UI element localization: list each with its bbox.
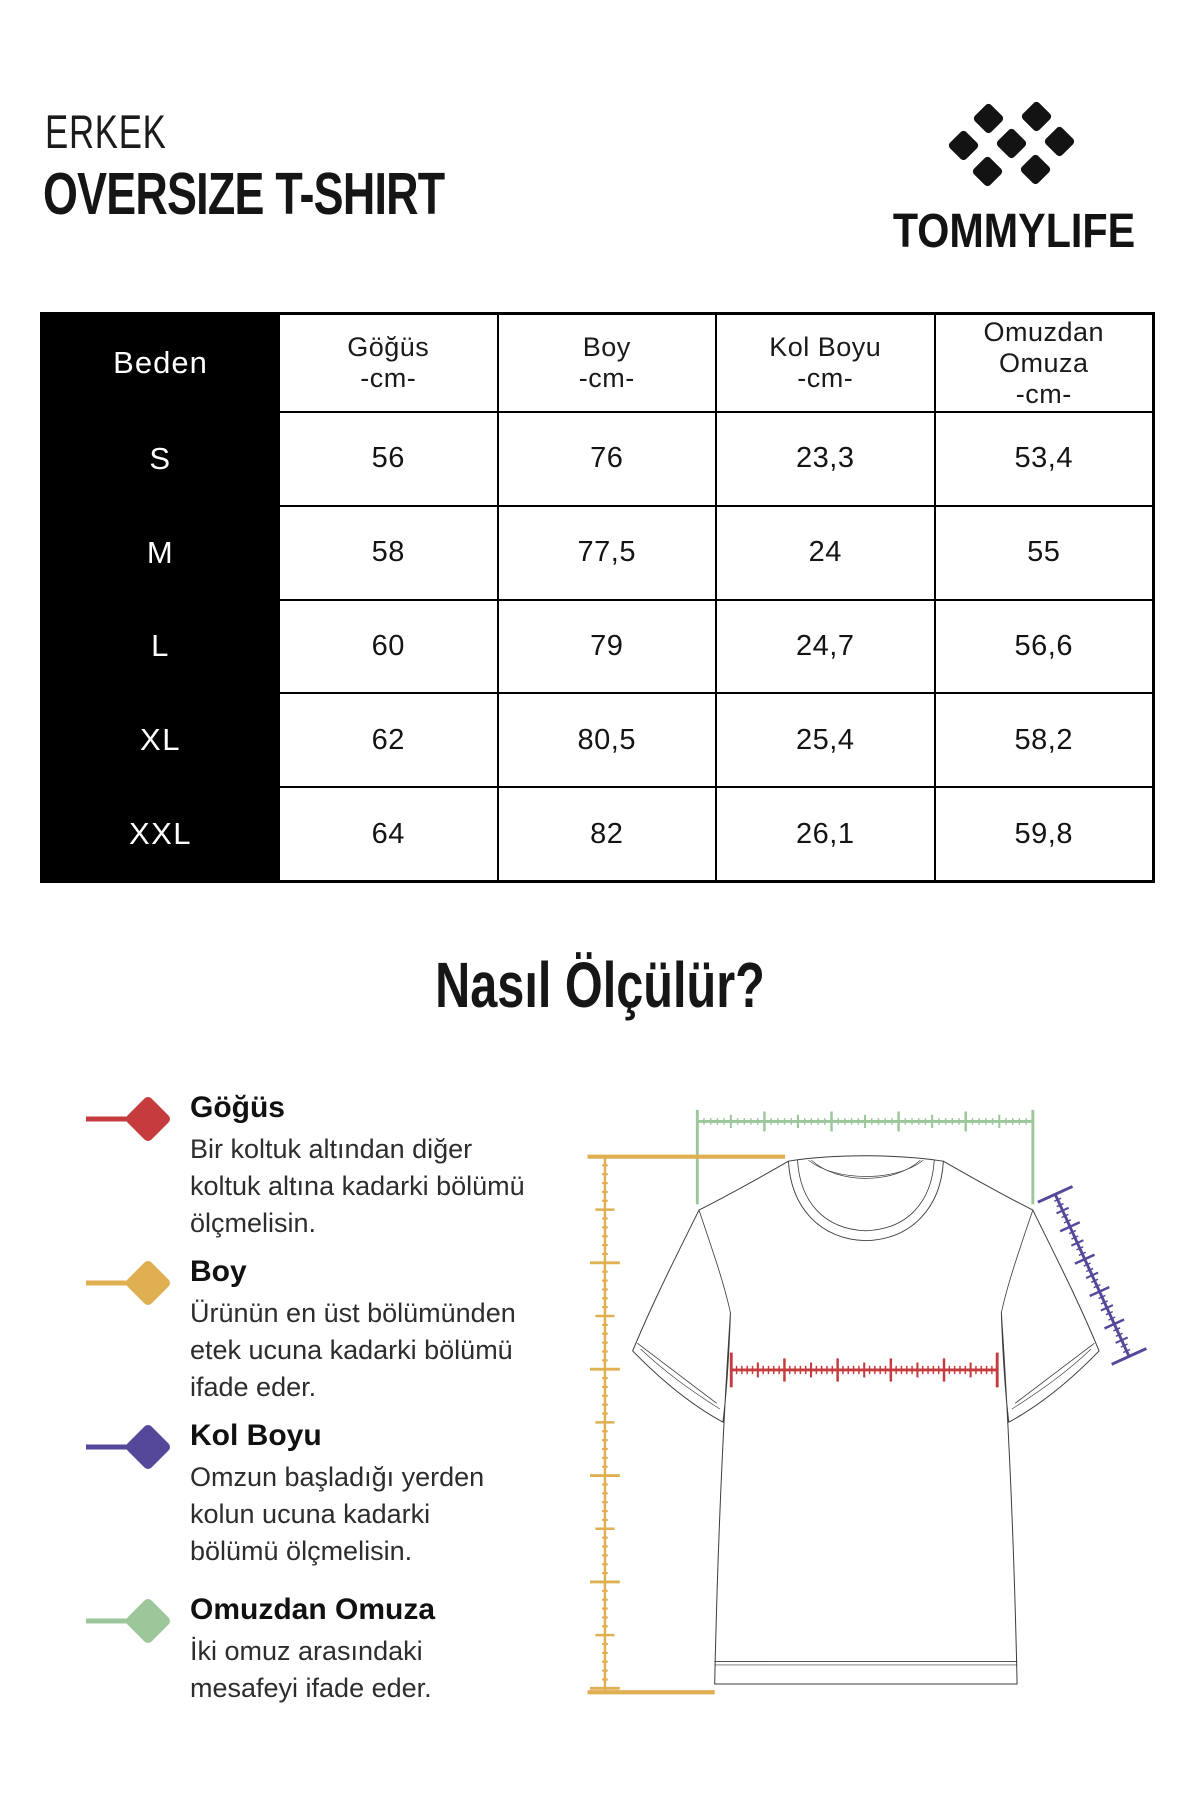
category-label: ERKEK bbox=[45, 105, 167, 158]
diamond-icon bbox=[1043, 125, 1076, 158]
sleeve-marker-icon bbox=[85, 1420, 181, 1476]
value-cell: 56 bbox=[278, 411, 497, 505]
column-header-length: Boy -cm- bbox=[497, 315, 716, 411]
value-cell: 59,8 bbox=[934, 786, 1153, 880]
legend-item-sleeve bbox=[85, 1418, 545, 1570]
measure-diagram bbox=[520, 1080, 1160, 1720]
size-cell: L bbox=[43, 599, 278, 693]
size-cell: M bbox=[43, 505, 278, 599]
size-cell: XXL bbox=[43, 786, 278, 880]
legend-description: İki omuz arasındaki mesafeyi ifade eder. bbox=[190, 1636, 432, 1703]
column-header-sleeve: Kol Boyu -cm- bbox=[715, 315, 934, 411]
brand-name: TOMMYLIFE bbox=[892, 205, 1136, 258]
value-cell: 60 bbox=[278, 599, 497, 693]
value-cell: 23,3 bbox=[715, 411, 934, 505]
size-table bbox=[40, 312, 1155, 883]
value-cell: 24,7 bbox=[715, 599, 934, 693]
diamond-grid-icon bbox=[940, 90, 1090, 190]
value-cell: 26,1 bbox=[715, 786, 934, 880]
value-cell: 24 bbox=[715, 505, 934, 599]
diamond-icon bbox=[1020, 100, 1053, 133]
column-header-shoulder: Omuzdan Omuza -cm- bbox=[934, 315, 1153, 411]
legend-title: Göğüs bbox=[190, 1091, 285, 1124]
legend-title: Omuzdan Omuza bbox=[190, 1593, 436, 1626]
size-cell: XL bbox=[43, 692, 278, 786]
value-cell: 76 bbox=[497, 411, 716, 505]
diamond-icon bbox=[1019, 153, 1052, 186]
table-corner-cell bbox=[43, 315, 278, 411]
value-cell: 64 bbox=[278, 786, 497, 880]
shoulder-marker-icon bbox=[85, 1594, 181, 1650]
value-cell: 56,6 bbox=[934, 599, 1153, 693]
chest-marker-icon bbox=[85, 1092, 181, 1148]
brand-logo bbox=[868, 90, 1160, 258]
section-heading: Nasıl Ölçülür? bbox=[435, 949, 765, 1021]
value-cell: 77,5 bbox=[497, 505, 716, 599]
legend-description: Omzun başladığı yerden kolun ucuna kadarki bölümü ölçmelisin. bbox=[190, 1462, 485, 1566]
diamond-icon bbox=[972, 102, 1005, 135]
value-cell: 58,2 bbox=[934, 692, 1153, 786]
value-cell: 53,4 bbox=[934, 411, 1153, 505]
page-title: OVERSIZE T-SHIRT bbox=[43, 161, 445, 227]
legend-item-shoulder bbox=[85, 1592, 545, 1707]
value-cell: 58 bbox=[278, 505, 497, 599]
legend-item-chest bbox=[85, 1090, 545, 1242]
value-cell: 82 bbox=[497, 786, 716, 880]
size-cell: S bbox=[43, 411, 278, 505]
column-header-chest: Göğüs -cm- bbox=[278, 315, 497, 411]
length-marker-icon bbox=[85, 1256, 181, 1312]
legend-item-length bbox=[85, 1254, 545, 1406]
value-cell: 62 bbox=[278, 692, 497, 786]
legend-description: Bir koltuk altından diğer koltuk altına kadarki bölümü ölçmelisin. bbox=[190, 1134, 525, 1238]
value-cell: 79 bbox=[497, 599, 716, 693]
value-cell: 55 bbox=[934, 505, 1153, 599]
diamond-icon bbox=[971, 155, 1004, 188]
legend-title: Boy bbox=[190, 1255, 247, 1288]
tshirt-outline bbox=[633, 1156, 1099, 1684]
diamond-icon bbox=[947, 129, 980, 162]
legend-description: Ürünün en üst bölümünden etek ucuna kadarki bölümü ifade eder. bbox=[190, 1298, 516, 1402]
diamond-icon bbox=[995, 127, 1028, 160]
value-cell: 25,4 bbox=[715, 692, 934, 786]
legend-title: Kol Boyu bbox=[190, 1419, 322, 1452]
corner-label: Beden bbox=[113, 345, 208, 380]
value-cell: 80,5 bbox=[497, 692, 716, 786]
